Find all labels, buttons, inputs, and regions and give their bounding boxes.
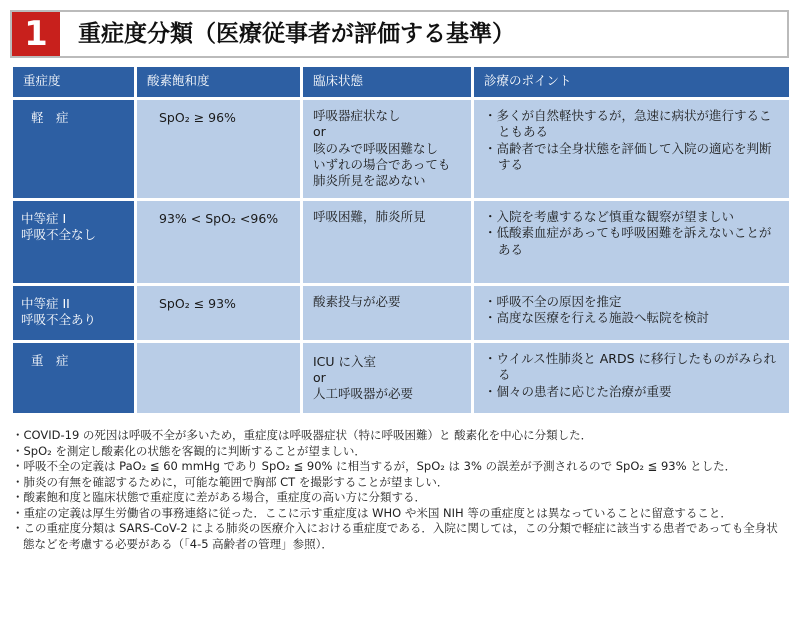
- column-header-spo2: 酸素飽和度: [137, 67, 300, 97]
- point-item: ・ 高度な医療を行える施設へ転院を検討: [484, 310, 779, 326]
- severity-cell: 軽 症: [13, 100, 134, 198]
- severity-table: [10, 64, 792, 416]
- note-item: ・ SpO₂ を測定し酸素化の状態を客観的に判断することが望ましい．: [12, 444, 788, 460]
- points-cell: [474, 201, 789, 283]
- section-header: [10, 10, 789, 58]
- points-cell: [474, 100, 789, 198]
- table-row: [13, 286, 789, 340]
- notes-list: [12, 428, 788, 552]
- spo2-cell: SpO₂ ≤ 93%: [137, 286, 300, 340]
- point-item: ・ 入院を考慮するなど慎重な観察が望ましい: [484, 209, 779, 225]
- column-header-severity: 重症度: [13, 67, 134, 97]
- clinical-cell: 呼吸器症状なし or 咳のみで呼吸困難なし いずれの場合であっても肺炎所見を認めない: [303, 100, 471, 198]
- point-item: ・ ウイルス性肺炎と ARDS に移行したものがみられる: [484, 351, 779, 384]
- point-item: ・ 個々の患者に応じた治療が重要: [484, 384, 779, 400]
- table-row: [13, 343, 789, 413]
- table-row: [13, 201, 789, 283]
- spo2-cell: [137, 343, 300, 413]
- column-header-points: 診療のポイント: [474, 67, 789, 97]
- points-cell: [474, 343, 789, 413]
- severity-cell: 重 症: [13, 343, 134, 413]
- column-header-clinical: 臨床状態: [303, 67, 471, 97]
- point-item: ・ 呼吸不全の原因を推定: [484, 294, 779, 310]
- note-item: ・ この重症度分類は SARS-CoV-2 による肺炎の医療介入における重症度である．入院に関しては，この分類で軽症に該当する患者であっても全身状態などを考慮する必要がある（「4-5 高齢者の管理」参照）．: [12, 521, 788, 552]
- point-item: ・ 低酸素血症があっても呼吸困難を訴えないことがある: [484, 225, 779, 258]
- table-header-row: [13, 67, 789, 97]
- note-item: ・ 肺炎の有無を確認するために，可能な範囲で胸部 CT を撮影することが望ましい．: [12, 475, 788, 491]
- severity-cell: 中等症 II 呼吸不全あり: [13, 286, 134, 340]
- point-item: ・ 多くが自然軽快するが，急速に病状が進行することもある: [484, 108, 779, 141]
- point-item: ・ 高齢者では全身状態を評価して入院の適応を判断する: [484, 141, 779, 174]
- spo2-cell: 93% < SpO₂ <96%: [137, 201, 300, 283]
- note-item: ・ 呼吸不全の定義は PaO₂ ≦ 60 mmHg であり SpO₂ ≦ 90% に相当するが，SpO₂ は 3% の誤差が予測されるので SpO₂ ≦ 93% とした．: [12, 459, 788, 475]
- clinical-cell: ICU に入室 or 人工呼吸器が必要: [303, 343, 471, 413]
- note-item: ・ 酸素飽和度と臨床状態で重症度に差がある場合，重症度の高い方に分類する．: [12, 490, 788, 506]
- points-cell: [474, 286, 789, 340]
- table-row: [13, 100, 789, 198]
- section-number: 1: [12, 12, 60, 56]
- clinical-cell: 酸素投与が必要: [303, 286, 471, 340]
- clinical-cell: 呼吸困難，肺炎所見: [303, 201, 471, 283]
- severity-cell: 中等症 I 呼吸不全なし: [13, 201, 134, 283]
- page-title: 重症度分類（医療従事者が評価する基準）: [78, 21, 515, 47]
- spo2-cell: SpO₂ ≥ 96%: [137, 100, 300, 198]
- note-item: ・ COVID-19 の死因は呼吸不全が多いため，重症度は呼吸器症状（特に呼吸困難）と 酸素化を中心に分類した．: [12, 428, 788, 444]
- note-item: ・ 重症の定義は厚生労働省の事務連絡に従った．ここに示す重症度は WHO や米国 NIH 等の重症度とは異なっていることに留意すること．: [12, 506, 788, 522]
